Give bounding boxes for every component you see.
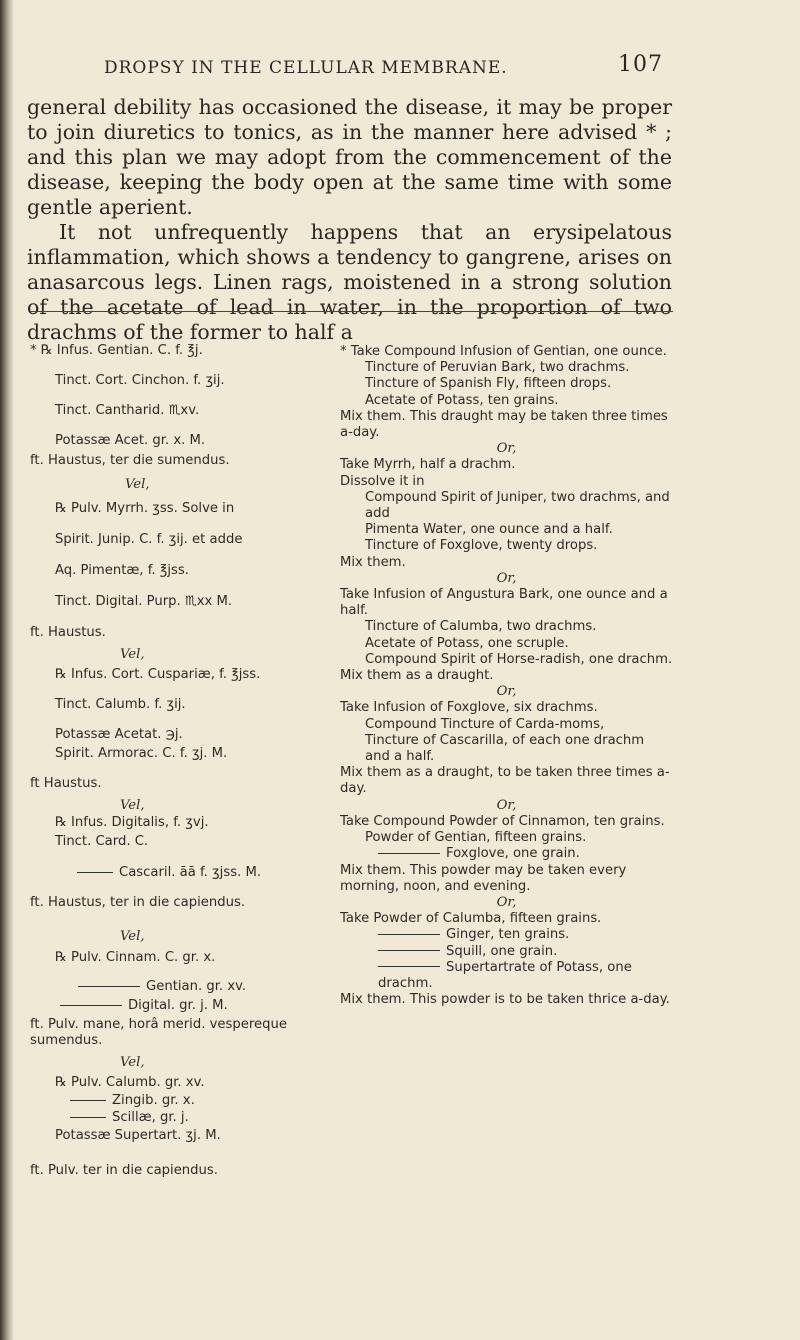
- latin-line: Tinct. Cantharid. ♏xv.: [55, 403, 200, 418]
- footnote-rule: [30, 311, 673, 312]
- latin-line: ft Haustus.: [30, 776, 102, 791]
- or-label: Or,: [496, 570, 517, 586]
- english-line-text: Foxglove, one grain.: [446, 846, 580, 862]
- vel-label: Vel,: [120, 647, 145, 662]
- vel-label: Vel,: [120, 798, 145, 813]
- paragraph: general debility has occasioned the disease, it may be proper to join diuretics to tonics, as in the manner here advised * ; and this plan we may adopt from the commencement of the disease, keeping the body open at the same time with some gentle aperient.: [27, 95, 672, 219]
- vel-label: Vel,: [125, 477, 150, 492]
- english-line: Compound Spirit of Juniper, two drachms, and add: [365, 489, 670, 522]
- running-title: DROPSY IN THE CELLULAR MEMBRANE.: [104, 58, 508, 78]
- english-line: Take Infusion of Angustura Bark, one ounce and a half.: [340, 587, 668, 619]
- english-line: Dissolve it in: [340, 473, 425, 489]
- english-line: Acetate of Potass, one scruple.: [365, 635, 569, 651]
- latin-line: Tinct. Cort. Cinchon. f. ʒij.: [55, 373, 225, 388]
- latin-line: Spirit. Junip. C. f. ʒij. et adde: [55, 532, 243, 547]
- english-line: Mix them as a draught, to be taken three times a-day.: [340, 765, 670, 797]
- ditto-dash: [378, 853, 440, 854]
- latin-line: sumendus.: [30, 1033, 103, 1048]
- english-line-text: Ginger, ten grains.: [446, 927, 570, 943]
- english-line: Compound Spirit of Horse-radish, one drachm.: [365, 651, 673, 667]
- ditto-dash: [77, 872, 113, 873]
- ditto-dash: [378, 966, 440, 967]
- english-line: Mix them as a draught.: [340, 668, 494, 684]
- latin-line: ℞ Infus. Cort. Cuspariæ, f. ℥jss.: [55, 667, 261, 682]
- page-number: 107: [618, 52, 663, 77]
- latin-line: [70, 1093, 195, 1108]
- vel-label: Vel,: [120, 1055, 145, 1070]
- latin-line: Tinct. Card. C.: [55, 834, 149, 849]
- english-line-text: Squill, one grain.: [446, 943, 558, 959]
- latin-line: Potassæ Acetat. ℈j.: [55, 727, 183, 742]
- latin-line: ft. Haustus, ter in die capiendus.: [30, 895, 246, 910]
- latin-line: [60, 998, 228, 1013]
- page-binding-edge: [0, 0, 14, 1340]
- latin-line: Potassæ Acet. gr. x. M.: [55, 433, 206, 448]
- latin-line: Potassæ Supertart. ʒj. M.: [55, 1128, 221, 1143]
- latin-line: ft. Pulv. mane, horâ merid. vespereque: [30, 1017, 287, 1032]
- latin-line-text: Gentian. gr. xv.: [146, 979, 247, 994]
- latin-line: [78, 979, 246, 994]
- ditto-dash: [70, 1117, 106, 1118]
- english-line-text: Supertartrate of Potass, one drachm.: [378, 959, 632, 991]
- body-text: [27, 95, 672, 345]
- english-line: Tincture of Calumba, two drachms.: [365, 619, 597, 635]
- english-line: Acetate of Potass, ten grains.: [365, 392, 559, 408]
- latin-line: Spirit. Armorac. C. f. ʒj. M.: [55, 746, 228, 761]
- latin-line: ℞ Pulv. Calumb. gr. xv.: [55, 1075, 205, 1090]
- english-line: * Take Compound Infusion of Gentian, one ounce.: [340, 344, 667, 359]
- english-line: Take Compound Powder of Cinnamon, ten grains.: [340, 813, 665, 829]
- english-line: Take Myrrh, half a drachm.: [340, 457, 516, 473]
- english-line: Tincture of Cascarilla, of each one drachm and a half.: [365, 732, 645, 765]
- english-line: Tincture of Foxglove, twenty drops.: [365, 538, 598, 554]
- latin-line: ℞ Pulv. Myrrh. ʒss. Solve in: [55, 501, 235, 516]
- english-line: Tincture of Peruvian Bark, two drachms.: [365, 360, 630, 376]
- english-line: Mix them. This powder may be taken every morning, noon, and evening.: [340, 862, 627, 894]
- latin-line: [70, 1110, 189, 1125]
- latin-line: Aq. Pimentæ, f. ℥jss.: [55, 563, 189, 578]
- ditto-dash: [378, 950, 440, 951]
- english-line: Tincture of Spanish Fly, fifteen drops.: [365, 376, 612, 392]
- ditto-dash: [60, 1005, 122, 1006]
- or-label: Or,: [496, 684, 517, 700]
- latin-line: * ℞ Infus. Gentian. C. f. ℥j.: [30, 343, 203, 358]
- latin-line-text: Scillæ, gr. j.: [112, 1110, 189, 1125]
- english-line: Powder of Gentian, fifteen grains.: [365, 830, 587, 846]
- english-line: Mix them. This powder is to be taken thrice a-day.: [340, 992, 670, 1008]
- latin-line-text: Digital. gr. j. M.: [128, 998, 228, 1013]
- english-line: Mix them. This draught may be taken three times a-day.: [340, 408, 668, 441]
- ditto-dash: [78, 986, 140, 987]
- latin-line: ft. Pulv. ter in die capiendus.: [30, 1163, 218, 1178]
- latin-line: [77, 865, 261, 880]
- english-line: Take Infusion of Foxglove, six drachms.: [340, 700, 598, 716]
- paragraph: It not unfrequently happens that an erysipelatous inflammation, which shows a tendency to gangrene, arises on anasarcous legs. Linen rags, moistened in a strong solution of the acetate of lead in water, in the proportion of two drachms of the former to half a: [27, 220, 672, 344]
- vel-label: Vel,: [120, 929, 145, 944]
- latin-line: ℞ Infus. Digitalis, f. ʒvj.: [55, 815, 209, 830]
- ditto-dash: [378, 934, 440, 935]
- or-label: Or,: [496, 894, 517, 910]
- english-line: [340, 944, 673, 960]
- english-line: [340, 927, 673, 943]
- latin-line: ℞ Pulv. Cinnam. C. gr. x.: [55, 950, 216, 965]
- latin-line: ft. Haustus, ter die sumendus.: [30, 453, 230, 468]
- latin-line-text: Zingib. gr. x.: [112, 1093, 195, 1108]
- english-line: Compound Tincture of Carda-moms,: [365, 716, 605, 732]
- latin-line: ft. Haustus.: [30, 625, 106, 640]
- english-line: Mix them.: [340, 554, 406, 570]
- or-label: Or,: [496, 441, 517, 457]
- english-line: [340, 846, 673, 862]
- english-line: Pimenta Water, one ounce and a half.: [365, 522, 613, 538]
- english-line: Take Powder of Calumba, fifteen grains.: [340, 911, 602, 927]
- english-line: [340, 960, 673, 992]
- english-translation-column: [340, 344, 673, 1008]
- ditto-dash: [70, 1100, 106, 1101]
- latin-line: Tinct. Digital. Purp. ♏xx M.: [55, 594, 233, 609]
- or-label: Or,: [496, 797, 517, 813]
- latin-line-text: Cascaril. āā f. ʒjss. M.: [119, 865, 262, 880]
- latin-line: Tinct. Calumb. f. ʒij.: [55, 697, 186, 712]
